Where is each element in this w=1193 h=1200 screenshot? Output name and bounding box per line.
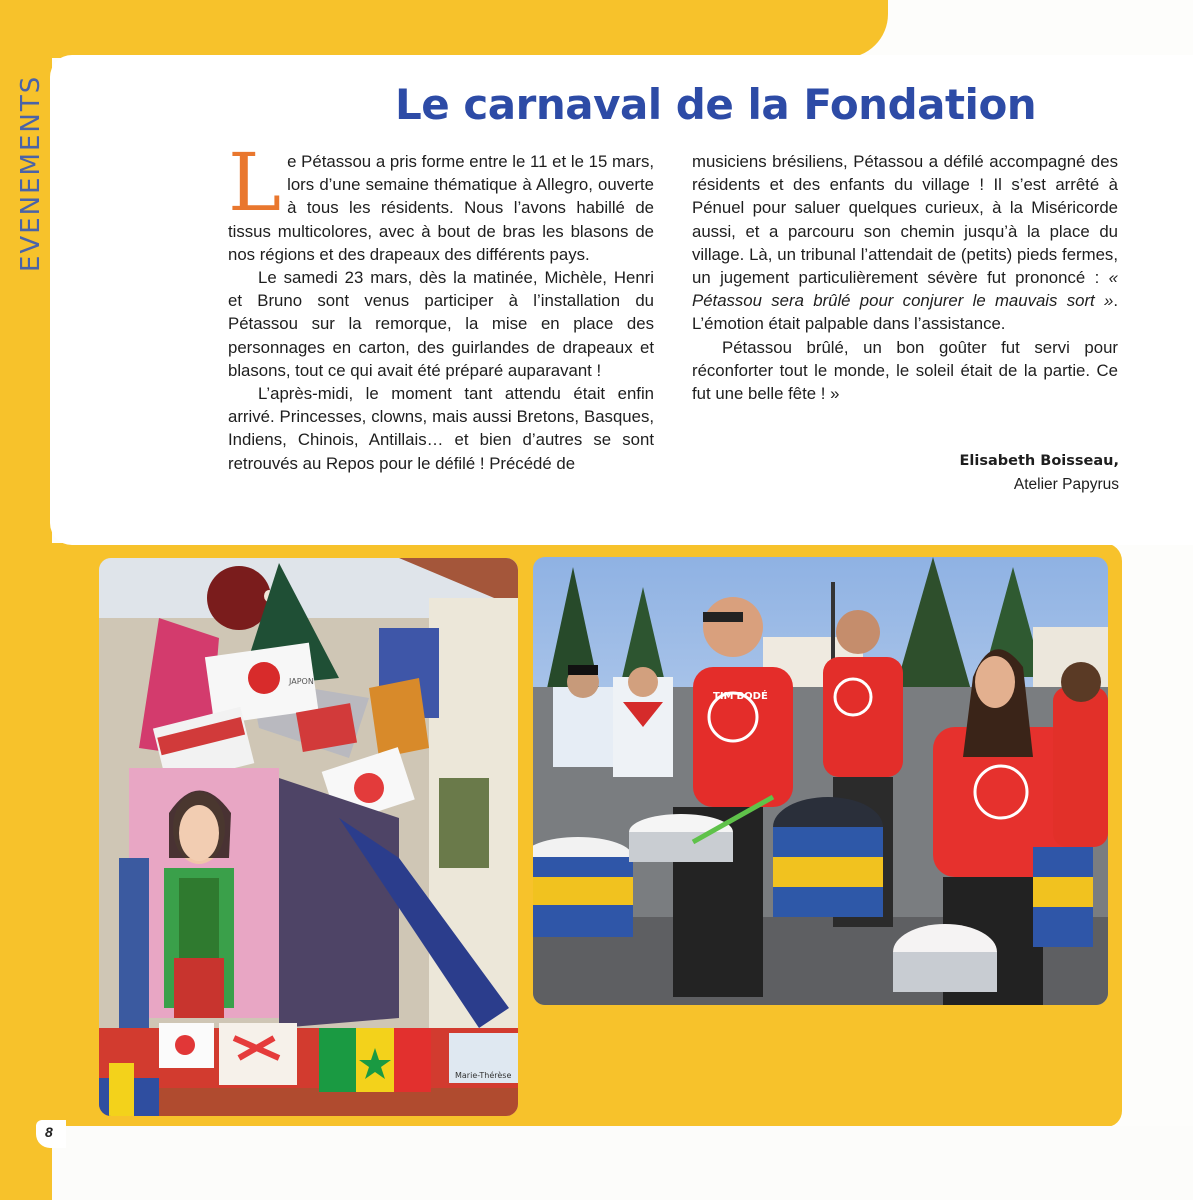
shirt-logo-text: TIM'BODÉ	[713, 691, 768, 702]
paragraph-3-start: L’après-midi, le moment tant attendu était enfin arrivé. Princesses, clowns, mais aussi Bretons, Basques, Indiens, Chinois, Antillais… et bien d’autres se sont retrouvés au Repos pour le défilé ! Précédé de	[228, 384, 654, 473]
article-column-left	[228, 136, 654, 475]
drop-cap: L	[228, 136, 282, 229]
photo-drum-band	[533, 557, 1108, 1005]
bottom-margin	[52, 1126, 1193, 1200]
paragraph-1: Le Pétassou a pris forme entre le 11 et le 15 mars, lors d’une semaine thématique à Allegro, ouverte à tous les résidents. Nous l’avons habillé de tissus multicolores, avec à bout de bras les blasons de nos régions et des drapeaux des différents pays.	[228, 136, 654, 264]
photo-petassou-effigy	[99, 558, 518, 1116]
paragraph-3-end: musiciens brésiliens, Pétassou a défilé accompagné des résidents et des enfants du village ! Il s’est arrêté à Pénuel pour saluer quelques curieux, à la Miséricorde aussi, et a parcouru son chemin jusqu’à la place du village. Là, un tribunal l’attendait de (petits) pieds fermes, un jugement particulièrement sévère fut prononcé : « Pétassou sera brûlé pour conjurer le mauvais sort ». L’émotion était palpable dans l’assistance.	[692, 152, 1118, 334]
verdict-quote: « Pétassou sera brûlé pour conjurer le mauvais sort »	[692, 268, 1118, 311]
author-name: Elisabeth Boisseau,	[959, 453, 1119, 469]
author-organization: Atelier Papyrus	[1013, 476, 1119, 493]
paragraph-2: Le samedi 23 mars, dès la matinée, Michèle, Henri et Bruno sont venus participer à l’installation du Pétassou sur la remorque, la mise en place des personnages en carton, des guirlandes de drapeaux et blasons, tout ce qui avait été préparé auparavant !	[228, 268, 654, 380]
author-signature	[960, 452, 1119, 494]
top-yellow-band	[0, 0, 888, 58]
article-column-right	[692, 150, 1118, 405]
flag-label: JAPON	[289, 677, 314, 686]
child-name-label: Marie-Thérèse	[455, 1071, 512, 1080]
article-title: Le carnaval de la Fondation	[395, 80, 1037, 129]
page-number: 8	[45, 1124, 53, 1140]
paragraph-4: Pétassou brûlé, un bon goûter fut servi pour réconforter tout le monde, le soleil était de la partie. Ce fut une belle fête ! »	[692, 337, 1118, 404]
section-label: EVENEMENTS	[16, 74, 46, 272]
